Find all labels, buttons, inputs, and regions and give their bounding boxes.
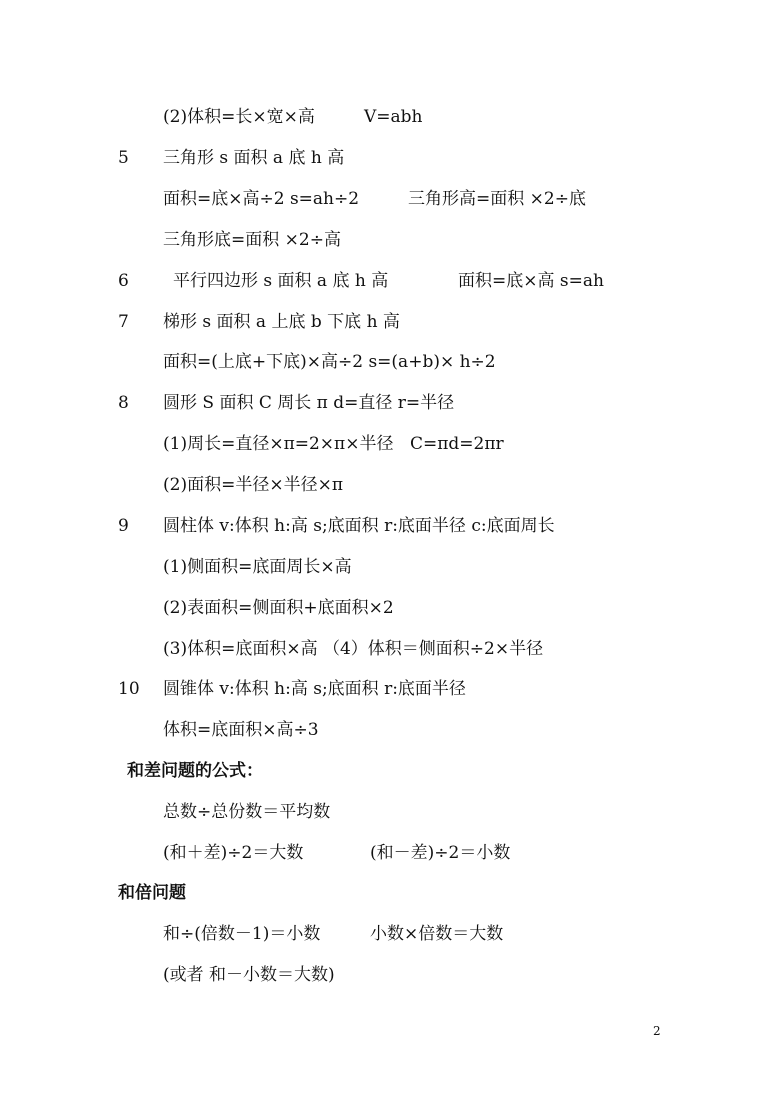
- formula-line-secondary: (和－差)÷2＝小数: [370, 843, 511, 863]
- formula-line: (和＋差)÷2＝大数: [163, 843, 304, 863]
- formula-line: 梯形 s 面积 a 上底 b 下底 h 高: [163, 312, 400, 332]
- formula-line: 体积=底面积×高÷3: [163, 720, 319, 740]
- formula-line-secondary: 小数×倍数＝大数: [370, 924, 504, 944]
- formula-line: (或者 和－小数＝大数): [163, 965, 335, 985]
- formula-line: (2)体积=长×宽×高: [163, 107, 315, 127]
- formula-line: 平行四边形 s 面积 a 底 h 高: [173, 271, 389, 291]
- formula-line: (1)周长=直径×π=2×π×半径: [163, 434, 394, 454]
- item-number: 5: [118, 148, 129, 168]
- section-heading: 和差问题的公式：: [127, 761, 263, 781]
- formula-line: 三角形 s 面积 a 底 h 高: [163, 148, 345, 168]
- formula-line: 面积=底×高÷2 s=ah÷2: [163, 189, 360, 209]
- formula-line-secondary: V=abh: [364, 107, 423, 127]
- formula-line-secondary: 面积=底×高 s=ah: [458, 271, 604, 291]
- item-number: 7: [118, 312, 129, 332]
- formula-line: 面积=(上底+下底)×高÷2 s=(a+b)× h÷2: [163, 352, 496, 372]
- section-heading: 和倍问题: [118, 883, 186, 903]
- formula-line: 三角形底=面积 ×2÷高: [163, 230, 341, 250]
- item-number: 6: [118, 271, 129, 291]
- formula-line: 和÷(倍数－1)＝小数: [163, 924, 321, 944]
- formula-line: (2)表面积=侧面积+底面积×2: [163, 598, 394, 618]
- formula-line: (1)侧面积=底面周长×高: [163, 557, 352, 577]
- item-number: 9: [118, 516, 129, 536]
- formula-line: (3)体积=底面积×高 （4）体积＝侧面积÷2×半径: [163, 639, 544, 659]
- item-number: 8: [118, 393, 129, 413]
- formula-line: (2)面积=半径×半径×π: [163, 475, 343, 495]
- formula-line-secondary: C=πd=2πr: [410, 434, 504, 454]
- formula-line-secondary: 三角形高=面积 ×2÷底: [408, 189, 586, 209]
- page-number: 2: [653, 1024, 661, 1038]
- formula-line: 圆形 S 面积 C 周长 π d=直径 r=半径: [163, 393, 455, 413]
- formula-line: 总数÷总份数＝平均数: [163, 802, 331, 822]
- formula-line: 圆锥体 v:体积 h:高 s;底面积 r:底面半径: [163, 679, 466, 699]
- item-number: 10: [118, 679, 140, 699]
- formula-line: 圆柱体 v:体积 h:高 s;底面积 r:底面半径 c:底面周长: [163, 516, 555, 536]
